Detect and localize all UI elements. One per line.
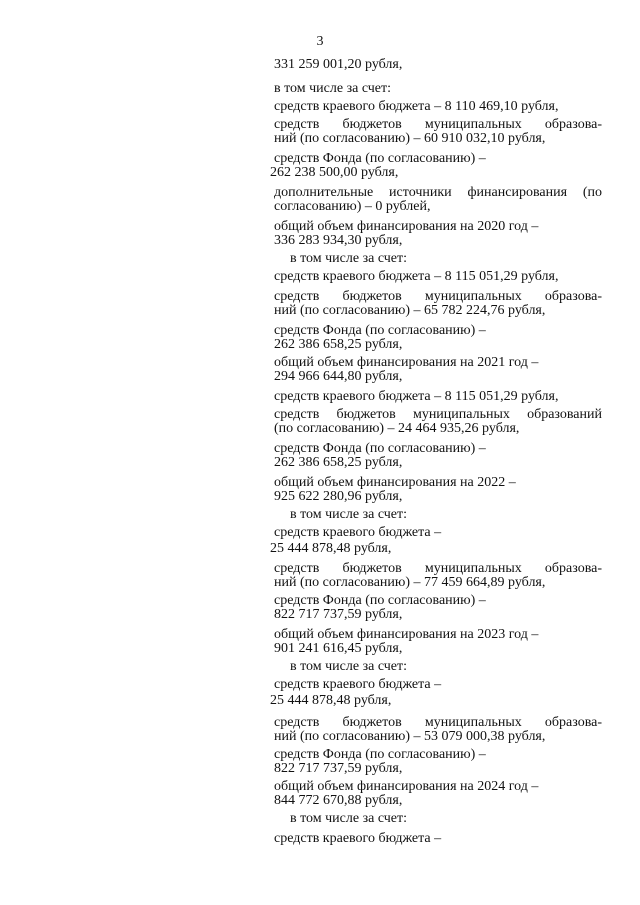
paragraph xyxy=(274,508,602,522)
text-line: 331 259 001,20 рубля, xyxy=(274,57,403,72)
text-line: средств краевого бюджета – xyxy=(274,525,442,540)
paragraph xyxy=(274,832,602,846)
text-line: средств краевого бюджета – 8 110 469,10 рубля, xyxy=(274,99,559,114)
text-line: в том числе за счет: xyxy=(274,81,392,96)
text-line: средств бюджетов муниципальных образований xyxy=(274,407,602,422)
text-line: общий объем финансирования на 2023 год – xyxy=(274,627,539,642)
text-line: 262 386 658,25 рубля, xyxy=(274,337,403,352)
text-line: ний (по согласованию) – 77 459 664,89 рубля, xyxy=(274,575,546,590)
paragraph xyxy=(274,356,602,384)
text-line: средств краевого бюджета – 8 115 051,29 рубля, xyxy=(274,269,559,284)
text-line: средств Фонда (по согласованию) – xyxy=(274,441,486,456)
paragraph xyxy=(274,476,602,504)
paragraph xyxy=(270,151,602,180)
text-line: ний (по согласованию) – 65 782 224,76 рубля, xyxy=(274,303,546,318)
text-line: средств бюджетов муниципальных образова- xyxy=(274,117,602,132)
text-line: общий объем финансирования на 2022 – xyxy=(274,475,516,490)
paragraph xyxy=(274,678,602,692)
paragraph xyxy=(270,693,602,708)
paragraph xyxy=(274,220,602,248)
paragraph xyxy=(274,442,602,470)
text-line: 262 238 500,00 рубля, xyxy=(270,165,399,180)
paragraph xyxy=(274,324,602,352)
text-line: 25 444 878,48 рубля, xyxy=(270,541,392,556)
text-line: средств Фонда (по согласованию) – xyxy=(274,593,486,608)
text-line: средств Фонда (по согласованию) – xyxy=(274,323,486,338)
paragraph xyxy=(274,562,602,590)
text-line: 336 283 934,30 рубля, xyxy=(274,233,403,248)
text-line: средств бюджетов муниципальных образова- xyxy=(274,715,602,730)
text-line: средств Фонда (по согласованию) – xyxy=(274,151,486,166)
paragraph xyxy=(274,812,602,826)
paragraph xyxy=(274,660,602,674)
text-line: ний (по согласованию) – 60 910 032,10 рубля, xyxy=(274,131,546,146)
paragraph xyxy=(274,594,602,622)
text-line: 925 622 280,96 рубля, xyxy=(274,489,403,504)
paragraph xyxy=(270,541,602,556)
text-line: общий объем финансирования на 2021 год – xyxy=(274,355,539,370)
paragraph xyxy=(274,186,602,214)
text-line: (по согласованию) – 24 464 935,26 рубля, xyxy=(274,421,520,436)
paragraph xyxy=(274,58,602,72)
paragraph xyxy=(274,526,602,540)
text-line: средств краевого бюджета – xyxy=(274,677,442,692)
text-line: 822 717 737,59 рубля, xyxy=(274,607,403,622)
text-line: средств краевого бюджета – xyxy=(274,831,442,846)
text-line: в том числе за счет: xyxy=(290,251,408,266)
paragraph xyxy=(274,270,602,284)
text-line: 262 386 658,25 рубля, xyxy=(274,455,403,470)
text-line: 901 241 616,45 рубля, xyxy=(274,641,403,656)
text-line: общий объем финансирования на 2024 год – xyxy=(274,779,539,794)
paragraph xyxy=(274,118,602,146)
page-number: 3 xyxy=(316,34,324,49)
text-line: средств бюджетов муниципальных образова- xyxy=(274,561,602,576)
text-line: в том числе за счет: xyxy=(290,659,408,674)
text-line: общий объем финансирования на 2020 год – xyxy=(274,219,539,234)
paragraph xyxy=(274,290,602,318)
paragraph xyxy=(274,252,602,266)
paragraph xyxy=(274,100,602,114)
paragraph xyxy=(274,716,602,744)
text-line: дополнительные источники финансирования (по xyxy=(274,185,602,200)
text-line: 294 966 644,80 рубля, xyxy=(274,369,403,384)
paragraph xyxy=(274,390,602,404)
text-line: ний (по согласованию) – 53 079 000,38 рубля, xyxy=(274,729,546,744)
paragraph xyxy=(274,82,602,96)
paragraph xyxy=(274,408,602,436)
text-line: 844 772 670,88 рубля, xyxy=(274,793,403,808)
text-line: средств бюджетов муниципальных образова- xyxy=(274,289,602,304)
text-line: средств Фонда (по согласованию) – xyxy=(274,747,486,762)
paragraph xyxy=(274,628,602,656)
text-line: 822 717 737,59 рубля, xyxy=(274,761,403,776)
text-line: 25 444 878,48 рубля, xyxy=(270,693,392,708)
text-line: средств краевого бюджета – 8 115 051,29 рубля, xyxy=(274,389,559,404)
paragraph xyxy=(274,748,602,776)
paragraph xyxy=(274,780,602,808)
text-line: в том числе за счет: xyxy=(290,811,408,826)
text-line: в том числе за счет: xyxy=(290,507,408,522)
text-line: согласованию) – 0 рублей, xyxy=(274,199,431,214)
